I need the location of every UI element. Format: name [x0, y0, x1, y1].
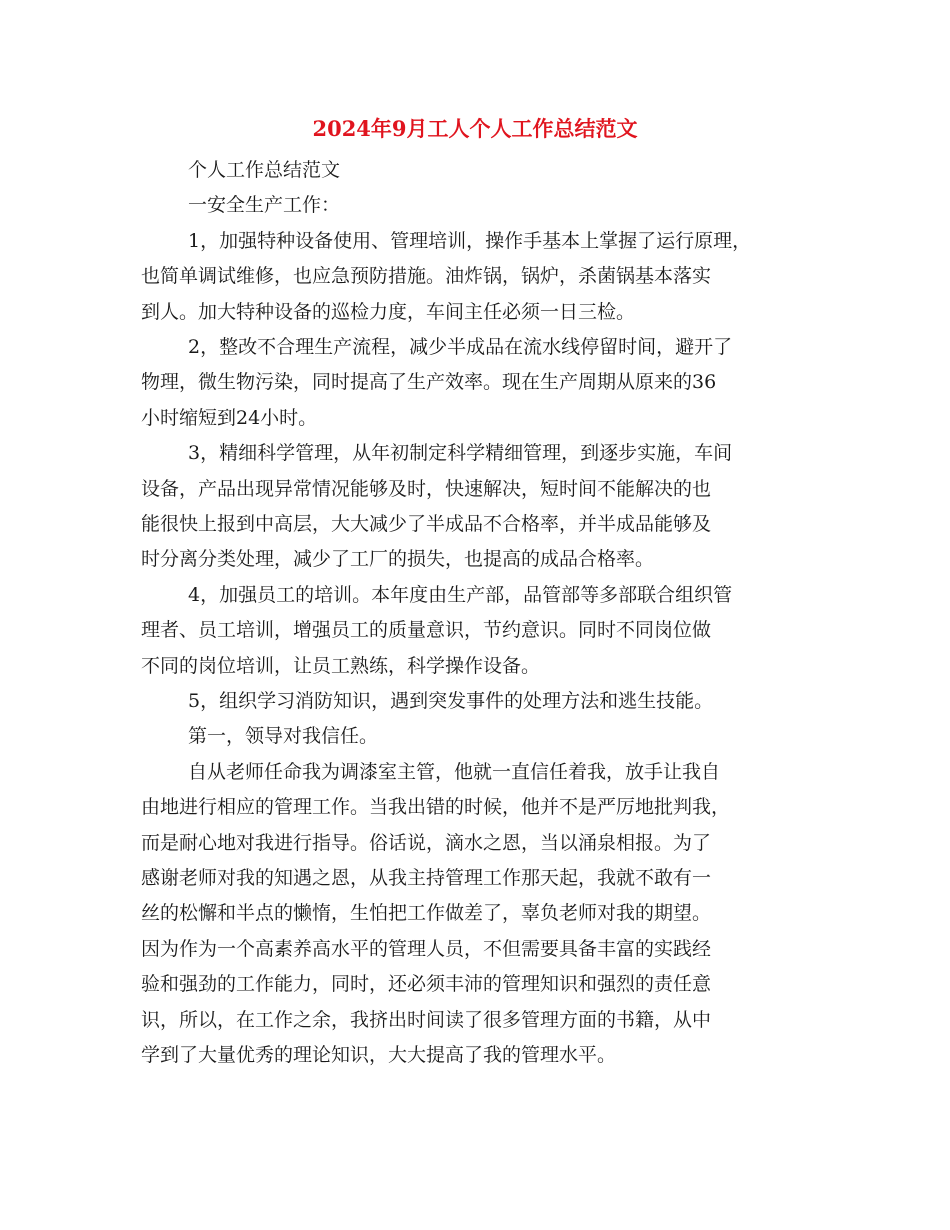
text-line: 能很快上报到中高层，大大减少了半成品不合格率，并半成品能够及 — [141, 513, 712, 535]
text-line: 不同的岗位培训，让员工熟练，科学操作设备。 — [141, 654, 541, 677]
text-line: 验和强劲的工作能力，同时，还必须丰沛的管理知识和强烈的责任意 — [141, 973, 712, 996]
text-line: 由地进行相应的管理工作。当我出错的时候，他并不是严厉地批判我， — [141, 796, 731, 819]
text-line: 3，精细科学管理，从年初制定科学精细管理，到逐步实施，车间 — [188, 442, 733, 465]
text-line: 一安全生产工作： — [188, 194, 341, 217]
text-line: 个人工作总结范文 — [188, 159, 341, 181]
text-line: 小时缩短到24小时。 — [141, 406, 318, 429]
text-line: 时分离分类处理，减少了工厂的损失，也提高的成品合格率。 — [141, 548, 655, 571]
text-line: 设备，产品出现异常情况能够及时，快速解决，短时间不能解决的也 — [141, 477, 712, 500]
text-line: 感谢老师对我的知遇之恩，从我主持管理工作那天起，我就不敢有一 — [141, 867, 712, 889]
text-line: 也简单调试维修，也应急预防措施。油炸锅，锅炉，杀菌锅基本落实 — [141, 265, 712, 288]
text-line: 5，组织学习消防知识，遇到突发事件的处理方法和逃生技能。 — [188, 690, 714, 712]
text-line: 因为作为一个高素养高水平的管理人员，不但需要具备丰富的实践经 — [141, 937, 712, 960]
text-line: 4，加强员工的培训。本年度由生产部，品管部等多部联合组织管 — [188, 583, 733, 606]
text-line: 自从老师任命我为调漆室主管，他就一直信任着我，放手让我自 — [188, 760, 721, 783]
text-line: 1，加强特种设备使用、管理培训，操作手基本上掌握了运行原理， — [188, 229, 752, 252]
text-line: 理者、员工培训，增强员工的质量意识，节约意识。同时不同岗位做 — [141, 619, 712, 642]
text-line: 物理，微生物污染，同时提高了生产效率。现在生产周期从原来的36 — [141, 371, 717, 394]
text-line: 2，整改不合理生产流程，减少半成品在流水线停留时间，避开了 — [188, 336, 733, 358]
text-line: 识，所以，在工作之余，我挤出时间读了很多管理方面的书籍，从中 — [141, 1008, 712, 1031]
text-line: 而是耐心地对我进行指导。俗话说，滴水之恩，当以涌泉相报。为了 — [141, 831, 712, 854]
text-line: 学到了大量优秀的理论知识，大大提高了我的管理水平。 — [141, 1044, 617, 1066]
text-line: 丝的松懈和半点的懒惰，生怕把工作做差了，辜负老师对我的期望。 — [141, 902, 712, 925]
text-line: 第一，领导对我信任。 — [188, 725, 379, 748]
document-title: 2024年9月工人个人工作总结范文 — [312, 116, 638, 141]
text-line: 到人。加大特种设备的巡检力度，车间主任必须一日三检。 — [141, 300, 636, 323]
